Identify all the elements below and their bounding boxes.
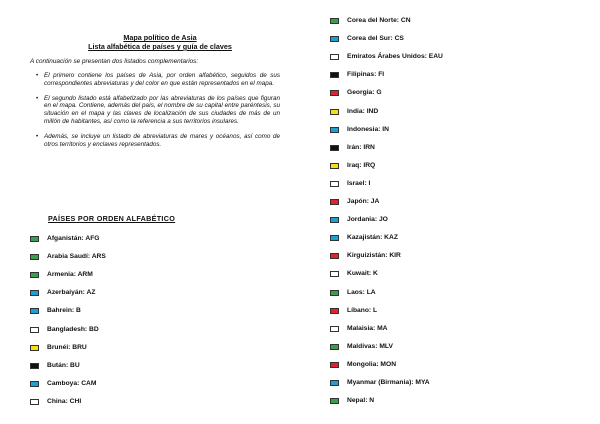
country-entry bbox=[30, 342, 87, 354]
color-swatch bbox=[30, 381, 39, 387]
section-heading: PAÍSES POR ORDEN ALFABÉTICO bbox=[48, 214, 176, 223]
color-swatch bbox=[330, 127, 339, 133]
color-swatch bbox=[330, 217, 339, 223]
color-swatch bbox=[330, 344, 339, 350]
color-swatch bbox=[330, 326, 339, 332]
country-label: Malaisia: MA bbox=[347, 324, 388, 332]
country-label: Israel: I bbox=[347, 179, 371, 187]
bullet-item: • El primero contiene los países de Asia, por orden alfabético, seguidos de sus correspondientes abreviaturas y del color en que están representados en el mapa. bbox=[30, 72, 280, 88]
color-swatch bbox=[30, 236, 39, 242]
country-label: Bután: BU bbox=[47, 361, 80, 369]
color-swatch bbox=[330, 380, 339, 386]
title-line-1: Mapa político de Asia bbox=[123, 33, 197, 42]
country-label: Laos: LA bbox=[347, 288, 376, 296]
country-label: Kazajistán: KAZ bbox=[347, 234, 398, 242]
country-label: Corea del Norte: CN bbox=[347, 17, 411, 24]
country-label: Nepal: N bbox=[347, 397, 375, 405]
color-swatch bbox=[330, 72, 339, 78]
bullet-list bbox=[30, 72, 280, 148]
country-label: Jordania: JO bbox=[347, 216, 388, 224]
color-swatch bbox=[330, 36, 339, 42]
country-entry bbox=[330, 124, 389, 136]
document-title bbox=[30, 33, 280, 51]
country-entry bbox=[30, 287, 95, 299]
country-entry bbox=[30, 378, 96, 390]
color-swatch bbox=[330, 290, 339, 296]
country-entry bbox=[330, 268, 378, 280]
color-swatch bbox=[330, 398, 339, 404]
color-swatch bbox=[330, 18, 339, 24]
country-label: Bahrein: B bbox=[47, 307, 81, 315]
country-label: Kuwait: K bbox=[347, 270, 378, 278]
color-swatch bbox=[30, 363, 39, 369]
color-swatch bbox=[330, 54, 339, 60]
country-entry bbox=[30, 305, 81, 317]
country-entry bbox=[330, 250, 401, 262]
country-entry bbox=[330, 33, 404, 45]
color-swatch bbox=[30, 290, 39, 296]
country-entry bbox=[330, 196, 379, 208]
country-label: Camboya: CAM bbox=[47, 379, 97, 387]
country-entry bbox=[330, 69, 384, 81]
country-label: Myanmar (Birmania): MYA bbox=[347, 379, 430, 386]
color-swatch bbox=[330, 271, 339, 277]
country-entry bbox=[30, 269, 93, 281]
country-label: Filipinas: FI bbox=[347, 71, 385, 79]
country-entry bbox=[330, 359, 396, 371]
color-swatch bbox=[330, 181, 339, 187]
country-entry bbox=[330, 395, 374, 407]
bullet-item: • El segundo listado está alfabetizado por las abreviaturas de los países que figuran en el mapa. Contiene, además del país, el nombre de su capital entre paréntesis, su situación en el mapa y las claves de localización de sus ciudades de más de un millón de habitantes, así como la referencia a sus territorios insulares. bbox=[30, 95, 280, 126]
country-entry bbox=[30, 324, 99, 336]
country-entry bbox=[30, 396, 81, 408]
country-entry bbox=[30, 360, 80, 372]
color-swatch bbox=[30, 327, 39, 333]
country-entry bbox=[330, 51, 443, 63]
country-entry bbox=[330, 323, 388, 335]
color-swatch bbox=[330, 90, 339, 96]
title-line-2: Lista alfabética de países y guía de claves bbox=[88, 42, 232, 51]
country-label: Emiratos Árabes Unidos: EAU bbox=[347, 53, 443, 61]
country-label: Mongolia: MON bbox=[347, 360, 397, 368]
country-label: Japón: JA bbox=[347, 198, 380, 205]
color-swatch bbox=[30, 308, 39, 314]
color-swatch bbox=[330, 145, 339, 151]
country-entry bbox=[330, 377, 430, 389]
country-label: Corea del Sur: CS bbox=[347, 35, 404, 43]
country-label: Afganistán: AFG bbox=[47, 235, 100, 242]
color-swatch bbox=[30, 254, 39, 260]
color-swatch bbox=[30, 272, 39, 278]
color-swatch bbox=[30, 345, 39, 351]
country-entry bbox=[330, 142, 375, 154]
country-label: Armenia: ARM bbox=[47, 271, 93, 279]
bullet-item: • Además, se incluye un listado de abreviaturas de mares y océanos, así como de otros territorios y enclaves representados. bbox=[30, 133, 280, 149]
country-entry bbox=[330, 160, 375, 172]
country-label: China: CHI bbox=[47, 397, 82, 405]
color-swatch bbox=[330, 109, 339, 115]
country-entry bbox=[330, 341, 393, 353]
country-entry bbox=[330, 15, 411, 27]
color-swatch bbox=[330, 163, 339, 169]
country-label: Maldivas: MLV bbox=[347, 342, 393, 350]
country-label: Bangladesh: BD bbox=[47, 325, 99, 333]
intro-text: A continuación se presentan dos listados complementarios: bbox=[30, 58, 199, 65]
country-entry bbox=[330, 305, 377, 317]
country-label: India: IND bbox=[347, 107, 379, 115]
country-label: Kirguizistán: KIR bbox=[347, 252, 401, 260]
country-label: Líbano: L bbox=[347, 306, 378, 314]
country-label: Brunéi: BRU bbox=[47, 343, 87, 351]
country-label: Irán: IRN bbox=[347, 143, 375, 151]
intro-column bbox=[30, 33, 280, 155]
country-entry bbox=[330, 106, 378, 118]
color-swatch bbox=[330, 308, 339, 314]
country-entry bbox=[330, 232, 398, 244]
country-label: Georgia: G bbox=[347, 89, 382, 97]
color-swatch bbox=[30, 399, 39, 405]
color-swatch bbox=[330, 253, 339, 259]
country-label: Azerbaiyán: AZ bbox=[47, 289, 96, 297]
country-label: Indonesia: IN bbox=[347, 125, 389, 133]
color-swatch bbox=[330, 199, 339, 205]
color-swatch bbox=[330, 362, 339, 368]
country-entry bbox=[30, 251, 106, 263]
country-entry bbox=[330, 287, 376, 299]
country-entry bbox=[330, 87, 382, 99]
color-swatch bbox=[330, 235, 339, 241]
country-entry bbox=[330, 178, 370, 190]
country-label: Arabia Saudí: ARS bbox=[47, 253, 106, 261]
country-entry bbox=[30, 233, 100, 245]
country-label: Iraq: IRQ bbox=[347, 161, 376, 169]
country-entry bbox=[330, 214, 388, 226]
